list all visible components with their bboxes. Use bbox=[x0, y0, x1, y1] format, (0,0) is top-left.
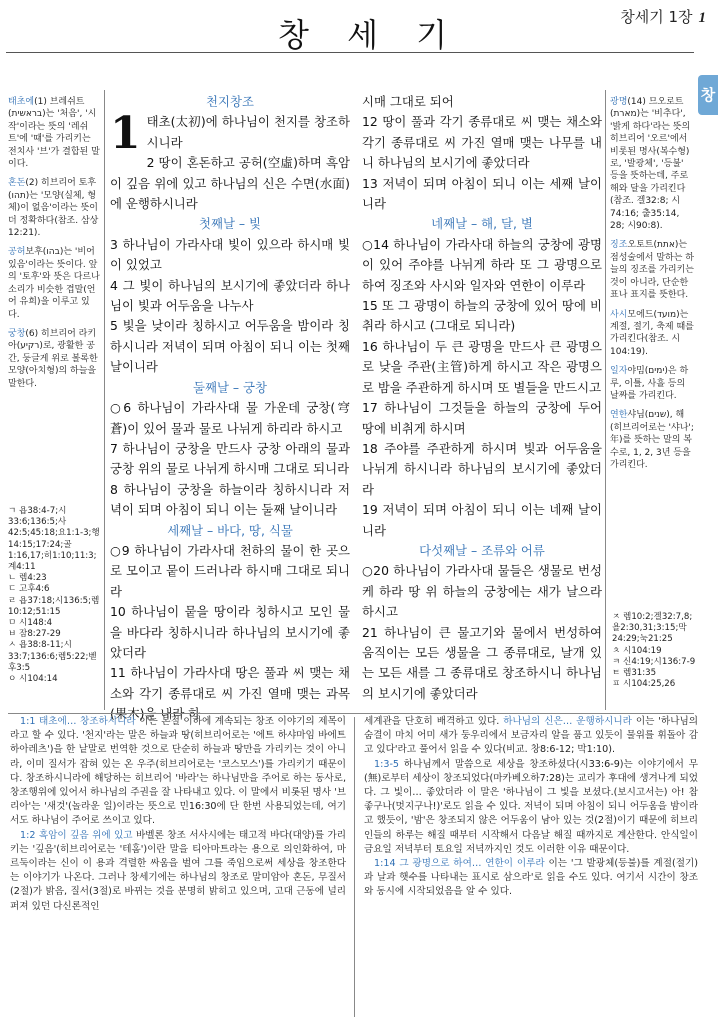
commentary-entry: 1:2 흑암이 깊음 위에 있고 바벨론 창조 서사시에는 태고적 바다(대양)를 가리키는 '깊음'(히브리어로는 '테홈')이란 말을 티아마트라는 용으로 의인화하여, 마르둑이라는 신이 이 용과 격렬한 싸움을 벌여 그를 죽임으로써 세상을 창조한다는 이야기가 나온다. 그러나 창세기에는 하나님의 창조로 말미암아 혼돈, 무질서(2절)가 밝음, 질서(3절)로 바뀌는 것을 분명히 밝히고 있으며, 고대 근동에 널리 퍼져 있던 다신론적인 bbox=[10, 829, 346, 912]
verse-14: ○14 하나님이 가라사대 하늘의 궁창에 광명이 있어 주야를 나뉘게 하라 또 그 광명으로 하여 징조와 사시와 일자와 연한이 이루라 bbox=[362, 236, 602, 293]
verse-17: 17 하나님이 그것들을 하늘의 궁창에 두어 땅에 비취게 하시며 bbox=[362, 400, 602, 436]
note-ilja: 일자야밈(ימים)은 하루, 이틀, 사흘 등의 날짜를 가리킨다. bbox=[610, 366, 689, 401]
column-divider bbox=[354, 717, 355, 1017]
cross-ref: ㅇ 시104:14 bbox=[8, 674, 58, 685]
cross-ref: ㅊ 시104:19 bbox=[612, 645, 662, 656]
note-yeonhan: 연한샤님(שנים), 해(히브리어로는 '샤나'; 年)를 뜻하는 말의 복수로, 1, 2, 3년 등을 가리킨다. bbox=[610, 410, 694, 470]
header-divider bbox=[6, 52, 694, 53]
verse-21: 21 하나님이 큰 물고기와 물에서 번성하여 움직이는 모든 생물을 그 종류대로, 날개 있는 모든 새를 그 종류대로 창조하시니 하나님의 보시기에 좋았더라 bbox=[362, 624, 602, 701]
column-divider bbox=[605, 90, 606, 710]
right-margin-notes bbox=[610, 96, 694, 478]
verse-18: 18 주야를 주관하게 하시며 빛과 어두움을 나뉘게 하시니라 하나님의 보시기에 좋았더라 bbox=[362, 440, 602, 497]
verse-16: 16 하나님이 두 큰 광명을 만드사 큰 광명으로 낮을 주관(主管)하게 하시고 작은 광명으로 밤을 주관하게 하시며 또 별들을 만드시고 bbox=[362, 338, 602, 395]
verse-9: ○9 하나님이 가라사대 천하의 물이 한 곳으로 모이고 뭍이 드러나라 하시매 그대로 되니라 bbox=[110, 542, 350, 599]
left-margin-notes bbox=[8, 96, 100, 397]
text-column-1 bbox=[110, 92, 350, 725]
cross-ref: ㅋ 신4:19;시136:7-9 bbox=[612, 656, 696, 667]
section-heading: 첫째날 – 빛 bbox=[199, 216, 261, 232]
section-heading: 둘째날 – 궁창 bbox=[193, 379, 267, 395]
commentary-entry: 세계관을 단호히 배격하고 있다. 하나님의 신은… 운행하시니라 이는 '하나님의 숨결이 마치 어미 새가 둥우리에서 보금자리 알을 품고 있듯이 물위를 휘돌아 감고 있다'라고 풀어서 읽을 수 있다(비교. 창8:6-12; 막1:10). bbox=[364, 716, 699, 756]
cross-ref: ㅍ 시104:25,26 bbox=[612, 679, 676, 690]
chapter-number: 1 bbox=[110, 108, 141, 160]
commentary-divider bbox=[8, 713, 694, 714]
cross-ref: ㅅ 욥38:8-11;시33:7;136:6;렘5:22;벧후3:5 bbox=[8, 640, 97, 673]
cross-ref: ㄹ 욥37:18;시136:5;렘10:12;51:15 bbox=[8, 595, 100, 617]
verse-11-cont: 시매 그대로 되어 bbox=[362, 94, 454, 109]
section-heading: 세째날 – 바다, 땅, 식물 bbox=[167, 522, 293, 538]
cross-ref: ㅂ 잠8:27-29 bbox=[8, 629, 61, 640]
verse-6: ○6 하나님이 가라사대 물 가운데 궁창(穹蒼)이 있어 물과 물로 나뉘게 하리라 하시고 bbox=[110, 400, 350, 436]
verse-11: 11 하나님이 가라사대 땅은 풀과 씨 맺는 채소와 각기 종류대로 씨 가진 열매 맺는 과목(果木)을 내라 하 bbox=[110, 665, 350, 722]
verse-20: ○20 하나님이 가라사대 물들은 생물로 번성케 하라 땅 위 하늘의 궁창에는 새가 날으라 하시고 bbox=[362, 563, 602, 620]
cross-ref: ㅁ 시148:4 bbox=[8, 618, 53, 629]
verse-7: 7 하나님이 궁창을 만드사 궁창 아래의 물과 궁창 위의 물로 나뉘게 하시매 그대로 되니라 bbox=[110, 440, 350, 477]
cross-ref: ㅈ 렘10:2;겔32:7,8;욜2:30,31;3:15;막24:29;눅21:25 bbox=[612, 612, 693, 645]
text-column-2 bbox=[362, 92, 602, 704]
right-cross-references bbox=[612, 612, 696, 690]
column-divider bbox=[104, 90, 105, 710]
chapter-reference: 창세기 1장 1 bbox=[620, 8, 706, 26]
note-hondon: 혼돈(2) 히브리어 토후(תהו)는 '모양(실체, 형체)이 없음'이라는 뜻이 더 정확하다(참조. 삼상12:21). bbox=[8, 178, 99, 239]
commentary-column-2 bbox=[364, 715, 698, 900]
commentary-entry: 1:14 그 광명으로 하여… 연한이 이루라 이는 '그 발광체(등불)를 계절(절기)과 날과 햇수를 나타내는 표시로 삼으라'로 읽을 수도 있다. 여기서 시간이 창조와 동시에 시작되었음을 알 수 있다. bbox=[364, 858, 698, 898]
left-cross-references bbox=[8, 506, 102, 685]
note-jingjo: 징조오토트(אתת)는 점성술에서 말하는 하늘의 징조를 가리키는 것이 아니라, 단순한 표나 표지를 뜻한다. bbox=[610, 240, 694, 301]
section-heading: 네째날 – 해, 달, 별 bbox=[431, 216, 533, 232]
verse-2: 2 땅이 혼돈하고 공허(空虛)하며 흑암이 깊음 위에 있고 하나님의 신은 수면(水面)에 운행하시니라 bbox=[110, 155, 350, 212]
verse-12: 12 땅이 풀과 각기 종류대로 씨 맺는 채소와 각기 종류대로 씨 가진 열매 맺는 나무를 내니 하나님의 보시기에 좋았더라 bbox=[362, 114, 602, 171]
section-heading: 다섯째날 – 조류와 어류 bbox=[419, 542, 545, 558]
note-gwangmyeong: 광명(14) 므오로트(מארת)는 '비추다', '밝게 하다'라는 뜻의 히브리어 '오르'에서 비롯된 명사(복수형)로, '발광체', '등불' 등을 뜻하는데, 주로 해와 달을 가리킨다(참조. 겔32:8; 시74:16; 출35:14, 28; 시90:8). bbox=[610, 97, 691, 232]
verse-13: 13 저녁이 되며 아침이 되니 이는 세째 날이니라 bbox=[362, 175, 602, 212]
note-taecho: 태초에(1) 브레쉬트(בראשית)는 '처음', '시작'이라는 뜻의 '레쉬트'에 '때'를 가리키는 전치사 '브'가 결합된 말이다. bbox=[8, 97, 100, 170]
verse-8: 8 하나님이 궁창을 하늘이라 칭하시니라 저녁이 되며 아침이 되니 이는 둘째 날이니라 bbox=[110, 481, 350, 518]
verse-1: 1 태초(太初)에 하나님이 천지를 창조하시니라 bbox=[110, 108, 350, 160]
cross-ref: ㄱ 욥38:4-7;시33:6;136:5;사42:5;45:18;요1:1-3;행14:15;17:24;골1:16,17;히1:10;11:3;계4:11 bbox=[8, 506, 100, 573]
verse-19: 19 저녁이 되며 아침이 되니 이는 네째 날이니라 bbox=[362, 502, 602, 538]
commentary-column-1 bbox=[10, 715, 346, 914]
book-title: 창 세 기 bbox=[278, 16, 462, 54]
note-sasi: 사시모에드(מועד)는 계절, 절기, 축제 때를 가리킨다(참조. 시104:19). bbox=[610, 309, 694, 357]
verse-5: 5 빛을 낮이라 칭하시고 어두움을 밤이라 칭하시니라 저녁이 되며 아침이 되니 이는 첫째 날이니라 bbox=[110, 318, 350, 375]
verse-3: 3 하나님이 가라사대 빛이 있으라 하시매 빛이 있었고 bbox=[110, 236, 350, 273]
note-gongheo: 공허보후(בהו)는 '비어 있음'이라는 뜻이다. 앞의 '토후'와 뜻은 다르나 소리가 비슷한 겹말(언어 유희)을 이루고 있다. bbox=[8, 247, 100, 320]
cross-ref: ㄴ 렘4:23 bbox=[8, 573, 47, 584]
cross-ref: ㄷ 고후4:6 bbox=[8, 584, 50, 595]
section-heading: 천지창조 bbox=[206, 94, 254, 109]
verse-10: 10 하나님이 뭍을 땅이라 칭하시고 모인 물을 바다라 칭하시니라 하나님의 보시기에 좋았더라 bbox=[110, 604, 350, 660]
note-gungchang: 궁창(6) 히브리어 라키아(רקיע)로, 광활한 공간, 둥글게 위로 볼록한 모양(아치형)의 하늘을 말한다. bbox=[8, 328, 98, 389]
cross-ref: ㅌ 렘31:35 bbox=[612, 668, 657, 679]
verse-15: 15 또 그 광명이 하늘의 궁창에 있어 땅에 비취라 하시고 (그대로 되니라) bbox=[362, 298, 602, 334]
verse-4: 4 그 빛이 하나님의 보시기에 좋았더라 하나님이 빛과 어두움을 나누사 bbox=[110, 277, 350, 314]
commentary-entry: 1:1 태초에… 창조하시니라 이는 본절 이하에 계속되는 창조 이야기의 제목이라고 할 수 있다. '천지'라는 말은 하늘과 땅(히브리어로는 '에트 하샤마임 바에트 하아레츠')을 한 낱말로 번역한 것으로 단순히 하늘과 땅만을 가리키는 것이 아니라, 이미 질서가 잡혀 있는 온 우주(히브리어로는 '코스모스')를 가리키기 때문이다. 창조하시니라에 해당하는 히브리어 '바라'는 하나님만을 주어로 하는 동사로, 창조행위에 있어서 하나님의 주권을 잘 나타내고 있다. 이 말에서 비롯된 명사 '브리아'는 '새것'(놀라운 일)이라는 뜻으로 민16:30에 단 한번 사용되었는데, 여기서도 하나님이 주어로 쓰이고 있다. bbox=[10, 716, 347, 827]
commentary-entry: 1:3-5 하나님께서 말씀으로 세상을 창조하셨다(시33:6-9)는 이야기에서 무(無)로부터 세상이 창조되었다(마카베오하7:28)는 교리가 후대에 생겨나게 되었다. 그 빛이… 좋았더라 이 말은 '하나님이 그 빛을 보셨다.(보시고서는) 아! 참 좋구나(멋지구나!)'로도 읽을 수 있다. 저녁이 되며 아침이 되니 어두움을 밤이라고 했듯이, '밤'은 창조되지 않은 어두움이 남아 있는 것(2절)이기 때문에 히브리인들의 하루는 해질 때부터 시작해서 다음날 해질 때까지로 계산한다. 안식일이 금요일 저녁부터 토요일 저녁까지인 것도 이러한 이유 때문이다. bbox=[364, 758, 698, 855]
book-thumb-tab[interactable]: 창 bbox=[698, 75, 718, 115]
